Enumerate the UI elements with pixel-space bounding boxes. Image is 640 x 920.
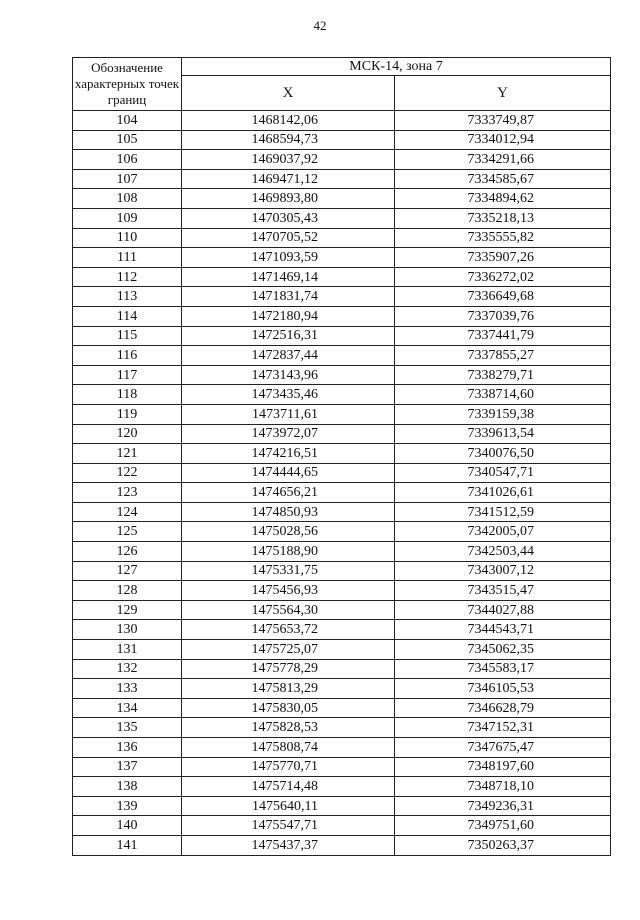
point-number-cell: 129 [73, 600, 182, 620]
x-coordinate-cell: 1475456,93 [182, 581, 395, 601]
point-number-cell: 109 [73, 208, 182, 228]
y-coordinate-cell: 7345583,17 [395, 659, 611, 679]
y-coordinate-cell: 7348718,10 [395, 777, 611, 797]
point-number-cell: 126 [73, 542, 182, 562]
x-coordinate-cell: 1475640,11 [182, 796, 395, 816]
x-coordinate-cell: 1469037,92 [182, 150, 395, 170]
x-coordinate-cell: 1474444,65 [182, 463, 395, 483]
point-number-cell: 141 [73, 835, 182, 855]
x-coordinate-cell: 1470305,43 [182, 208, 395, 228]
point-number-cell: 110 [73, 228, 182, 248]
y-coordinate-cell: 7349236,31 [395, 796, 611, 816]
x-coordinate-cell: 1471093,59 [182, 248, 395, 268]
y-coordinate-cell: 7334585,67 [395, 169, 611, 189]
x-coordinate-cell: 1474656,21 [182, 483, 395, 503]
y-coordinate-cell: 7337039,76 [395, 306, 611, 326]
x-coordinate-cell: 1475714,48 [182, 777, 395, 797]
x-coordinate-cell: 1468594,73 [182, 130, 395, 150]
x-coordinate-cell: 1471469,14 [182, 267, 395, 287]
x-coordinate-cell: 1472516,31 [182, 326, 395, 346]
point-number-cell: 121 [73, 444, 182, 464]
y-coordinate-cell: 7340076,50 [395, 444, 611, 464]
y-coordinate-cell: 7343515,47 [395, 581, 611, 601]
x-coordinate-cell: 1472837,44 [182, 346, 395, 366]
point-number-cell: 140 [73, 816, 182, 836]
x-coordinate-cell: 1475331,75 [182, 561, 395, 581]
table-row [73, 267, 611, 287]
x-coordinate-cell: 1471831,74 [182, 287, 395, 307]
table-row [73, 835, 611, 855]
table-row [73, 287, 611, 307]
y-coordinate-cell: 7346628,79 [395, 698, 611, 718]
boundary-coordinates-table [72, 57, 611, 856]
x-coordinate-cell: 1475028,56 [182, 522, 395, 542]
table-row [73, 561, 611, 581]
table-row [73, 777, 611, 797]
point-number-cell: 139 [73, 796, 182, 816]
y-coordinate-cell: 7346105,53 [395, 679, 611, 699]
point-number-cell: 117 [73, 365, 182, 385]
point-number-cell: 104 [73, 111, 182, 131]
point-number-cell: 130 [73, 620, 182, 640]
point-number-cell: 133 [73, 679, 182, 699]
table-row [73, 502, 611, 522]
table-row [73, 424, 611, 444]
table-row [73, 150, 611, 170]
table-row [73, 463, 611, 483]
point-number-cell: 137 [73, 757, 182, 777]
x-coordinate-cell: 1475808,74 [182, 738, 395, 758]
point-number-cell: 114 [73, 306, 182, 326]
point-number-cell: 112 [73, 267, 182, 287]
y-coordinate-cell: 7334291,66 [395, 150, 611, 170]
x-coordinate-cell: 1473972,07 [182, 424, 395, 444]
point-number-cell: 138 [73, 777, 182, 797]
x-coordinate-cell: 1475547,71 [182, 816, 395, 836]
table-row [73, 189, 611, 209]
x-coordinate-cell: 1468142,06 [182, 111, 395, 131]
x-column-header: X [182, 76, 395, 111]
point-number-cell: 107 [73, 169, 182, 189]
x-coordinate-cell: 1469471,12 [182, 169, 395, 189]
y-coordinate-cell: 7336272,02 [395, 267, 611, 287]
y-coordinate-cell: 7343007,12 [395, 561, 611, 581]
y-coordinate-cell: 7347152,31 [395, 718, 611, 738]
table-row [73, 326, 611, 346]
table-row [73, 444, 611, 464]
table-row [73, 228, 611, 248]
y-coordinate-cell: 7341512,59 [395, 502, 611, 522]
y-coordinate-cell: 7335555,82 [395, 228, 611, 248]
table-row [73, 248, 611, 268]
y-coordinate-cell: 7335907,26 [395, 248, 611, 268]
point-number-cell: 108 [73, 189, 182, 209]
table-row [73, 404, 611, 424]
x-coordinate-cell: 1475828,53 [182, 718, 395, 738]
y-coordinate-cell: 7333749,87 [395, 111, 611, 131]
x-coordinate-cell: 1475653,72 [182, 620, 395, 640]
point-number-cell: 135 [73, 718, 182, 738]
table-row [73, 600, 611, 620]
table-row [73, 208, 611, 228]
point-number-cell: 132 [73, 659, 182, 679]
table-row [73, 796, 611, 816]
y-coordinate-cell: 7349751,60 [395, 816, 611, 836]
y-coordinate-cell: 7347675,47 [395, 738, 611, 758]
x-coordinate-cell: 1475437,37 [182, 835, 395, 855]
y-coordinate-cell: 7350263,37 [395, 835, 611, 855]
point-number-cell: 115 [73, 326, 182, 346]
y-coordinate-cell: 7344027,88 [395, 600, 611, 620]
y-coordinate-cell: 7344543,71 [395, 620, 611, 640]
table-row [73, 306, 611, 326]
table-row [73, 757, 611, 777]
x-coordinate-cell: 1472180,94 [182, 306, 395, 326]
point-number-cell: 124 [73, 502, 182, 522]
x-coordinate-cell: 1475830,05 [182, 698, 395, 718]
y-coordinate-cell: 7334012,94 [395, 130, 611, 150]
table-row [73, 483, 611, 503]
point-number-cell: 136 [73, 738, 182, 758]
table-row [73, 542, 611, 562]
x-coordinate-cell: 1469893,80 [182, 189, 395, 209]
table-row [73, 816, 611, 836]
point-number-cell: 122 [73, 463, 182, 483]
point-number-cell: 131 [73, 640, 182, 660]
y-coordinate-cell: 7339613,54 [395, 424, 611, 444]
y-column-header: Y [395, 76, 611, 111]
x-coordinate-cell: 1473435,46 [182, 385, 395, 405]
y-coordinate-cell: 7335218,13 [395, 208, 611, 228]
point-number-cell: 106 [73, 150, 182, 170]
page-number: 42 [313, 18, 327, 33]
y-coordinate-cell: 7338714,60 [395, 385, 611, 405]
y-coordinate-cell: 7342005,07 [395, 522, 611, 542]
point-number-cell: 116 [73, 346, 182, 366]
y-coordinate-cell: 7345062,35 [395, 640, 611, 660]
x-coordinate-cell: 1473143,96 [182, 365, 395, 385]
table-row [73, 581, 611, 601]
point-number-cell: 123 [73, 483, 182, 503]
table-row [73, 385, 611, 405]
table-body [73, 111, 611, 856]
table-header [73, 58, 611, 111]
y-coordinate-cell: 7334894,62 [395, 189, 611, 209]
coord-system-header: МСК-14, зона 7 [182, 58, 611, 76]
x-coordinate-cell: 1474216,51 [182, 444, 395, 464]
point-number-cell: 118 [73, 385, 182, 405]
table-row [73, 659, 611, 679]
x-coordinate-cell: 1475725,07 [182, 640, 395, 660]
table-row [73, 620, 611, 640]
x-coordinate-cell: 1475564,30 [182, 600, 395, 620]
y-coordinate-cell: 7340547,71 [395, 463, 611, 483]
x-coordinate-cell: 1475813,29 [182, 679, 395, 699]
table-row [73, 346, 611, 366]
table-row [73, 738, 611, 758]
y-coordinate-cell: 7337441,79 [395, 326, 611, 346]
point-number-cell: 125 [73, 522, 182, 542]
point-number-cell: 127 [73, 561, 182, 581]
point-number-cell: 111 [73, 248, 182, 268]
y-coordinate-cell: 7348197,60 [395, 757, 611, 777]
table-row [73, 679, 611, 699]
x-coordinate-cell: 1474850,93 [182, 502, 395, 522]
table-row [73, 111, 611, 131]
point-number-cell: 120 [73, 424, 182, 444]
x-coordinate-cell: 1470705,52 [182, 228, 395, 248]
table-row [73, 365, 611, 385]
y-coordinate-cell: 7341026,61 [395, 483, 611, 503]
x-coordinate-cell: 1475778,29 [182, 659, 395, 679]
point-number-cell: 128 [73, 581, 182, 601]
table-row [73, 640, 611, 660]
y-coordinate-cell: 7338279,71 [395, 365, 611, 385]
point-number-cell: 113 [73, 287, 182, 307]
table-row [73, 169, 611, 189]
x-coordinate-cell: 1473711,61 [182, 404, 395, 424]
y-coordinate-cell: 7339159,38 [395, 404, 611, 424]
point-number-cell: 134 [73, 698, 182, 718]
x-coordinate-cell: 1475770,71 [182, 757, 395, 777]
y-coordinate-cell: 7342503,44 [395, 542, 611, 562]
point-label-header: Обозначение характерных точек границ [73, 58, 182, 111]
table-row [73, 522, 611, 542]
y-coordinate-cell: 7336649,68 [395, 287, 611, 307]
y-coordinate-cell: 7337855,27 [395, 346, 611, 366]
point-number-cell: 105 [73, 130, 182, 150]
x-coordinate-cell: 1475188,90 [182, 542, 395, 562]
table-row [73, 718, 611, 738]
point-number-cell: 119 [73, 404, 182, 424]
table-row [73, 698, 611, 718]
table-row [73, 130, 611, 150]
